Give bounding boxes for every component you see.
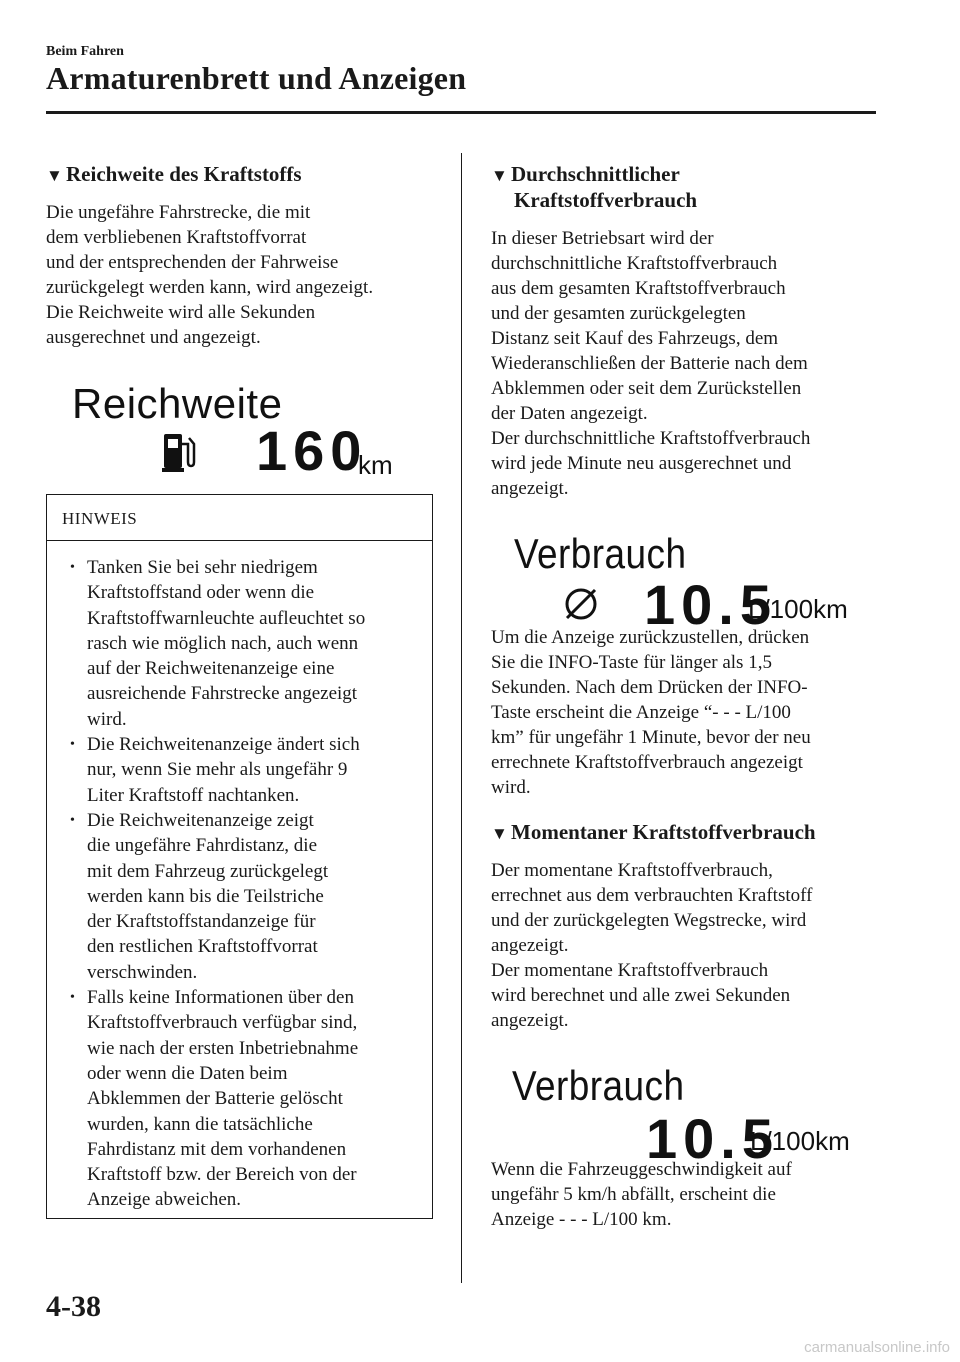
- average-unit: L/100km: [748, 594, 848, 624]
- range-intro: Die ungefähre Fahrstrecke, die mit dem verbliebenen Kraftstoffvorrat und der entsprechenden der Fahrweise zurückgelegt werden kann, wird angezeigt. Die Reichweite wird alle Sekunden ausgerechnet und angezeigt.: [46, 202, 374, 348]
- bullet-dot-icon: •: [70, 812, 75, 828]
- column-divider: [461, 153, 462, 1283]
- average-text: In dieser Betriebsart wird der durchschnittliche Kraftstoffverbrauch aus dem gesamten Kraftstoffverbrauch und der gesamten zurückgelegten Distanz seit Kauf des Fahrzeugs, dem Wiederanschließen der Batterie nach dem Abklemmen oder seit dem Zurückstellen der Daten angezeigt. Der durchschnittliche Kraftstoffverbrauch wird jede Minute neu ausgerechnet und angezeigt.: [491, 228, 811, 499]
- triangle-bullet-icon: ▼: [46, 166, 63, 185]
- note-item: • Die Reichweitenanzeige zeigt die ungefähre Fahrdistanz, die mit dem Fahrzeug zurückgelegt werden kann bis die Teilstriche der Kraftstoffstandanzeige für den restlichen Kraftstoffvorrat verschwinden.: [70, 809, 329, 983]
- section-heading-range: ▼ Reichweite des Kraftstoffs: [46, 162, 302, 186]
- fuel-pump-icon: [160, 430, 200, 476]
- instant-value: 10.5: [646, 1107, 779, 1170]
- note-item: • Tanken Sie bei sehr niedrigem Kraftstoffstand oder wenn die Kraftstoffwarnleuchte aufleuchtet so rasch wie möglich nach, auch wenn auf der Reichweitenanzeige eine ausreichende Fahrstrecke angezeigt wird.: [70, 557, 366, 730]
- average-display-label: Verbrauch: [514, 530, 687, 577]
- average-reset-text: Um die Anzeige zurückzustellen, drücken Sie die INFO-Taste für länger als 1,5 Sekunden. Nach dem Drücken der INFO- Taste erscheint die Anzeige “- - - L/100 km” für ungefähr 1 Minute, bevor der neu errechnete Kraftstoffverbrauch angezeigt wird.: [491, 627, 811, 798]
- average-value: 10.5: [644, 573, 777, 636]
- range-display-label: Reichweite: [72, 380, 283, 427]
- note-item: • Falls keine Informationen über den Kraftstoffverbrauch verfügbar sind, wie nach der ersten Inbetriebnahme oder wenn die Daten beim Abklemmen der Batterie gelöscht wurden, kann die tatsächliche Fahrdistanz mit dem vorhandenen Kraftstoff bzw. der Bereich von der Anzeige abweichen.: [70, 987, 359, 1211]
- note-item: • Die Reichweitenanzeige ändert sich nur, wenn Sie mehr als ungefähr 9 Liter Kraftstoff nachtanken.: [70, 734, 360, 806]
- instant-note: Wenn die Fahrzeuggeschwindigkeit auf ungefähr 5 km/h abfällt, erscheint die Anzeige - - - L/100 km.: [491, 1159, 792, 1230]
- note-title-divider: [47, 540, 432, 541]
- page-title: Armaturenbrett und Anzeigen: [46, 60, 467, 96]
- watermark: carmanualsonline.info: [804, 1339, 950, 1356]
- section-heading-average: ▼ Durchschnittlicher Kraftstoffverbrauch: [491, 162, 698, 212]
- chapter-label: Beim Fahren: [46, 44, 124, 59]
- triangle-bullet-icon: ▼: [491, 824, 508, 843]
- page-number: 4-38: [46, 1290, 101, 1323]
- bullet-dot-icon: •: [70, 990, 75, 1006]
- range-value: 160: [256, 419, 368, 482]
- bullet-dot-icon: •: [70, 737, 75, 753]
- section-heading-instant: ▼ Momentaner Kraftstoffverbrauch: [491, 820, 816, 844]
- triangle-bullet-icon: ▼: [491, 166, 508, 185]
- instant-display-label: Verbrauch: [512, 1062, 685, 1109]
- bullet-dot-icon: •: [70, 560, 75, 575]
- header-divider: [46, 111, 876, 114]
- note-list: [59, 555, 424, 1213]
- note-title: HINWEIS: [62, 509, 138, 528]
- average-diameter-icon: [561, 584, 601, 624]
- instant-unit: L/100km: [750, 1126, 850, 1156]
- note-box: [46, 494, 433, 1219]
- instant-text: Der momentane Kraftstoffverbrauch, errechnet aus dem verbrauchten Kraftstoff und der zurückgelegten Wegstrecke, wird angezeigt. Der momentane Kraftstoffverbrauch wird berechnet und alle zwei Sekunden angezeigt.: [491, 860, 813, 1031]
- range-unit: km: [358, 450, 393, 480]
